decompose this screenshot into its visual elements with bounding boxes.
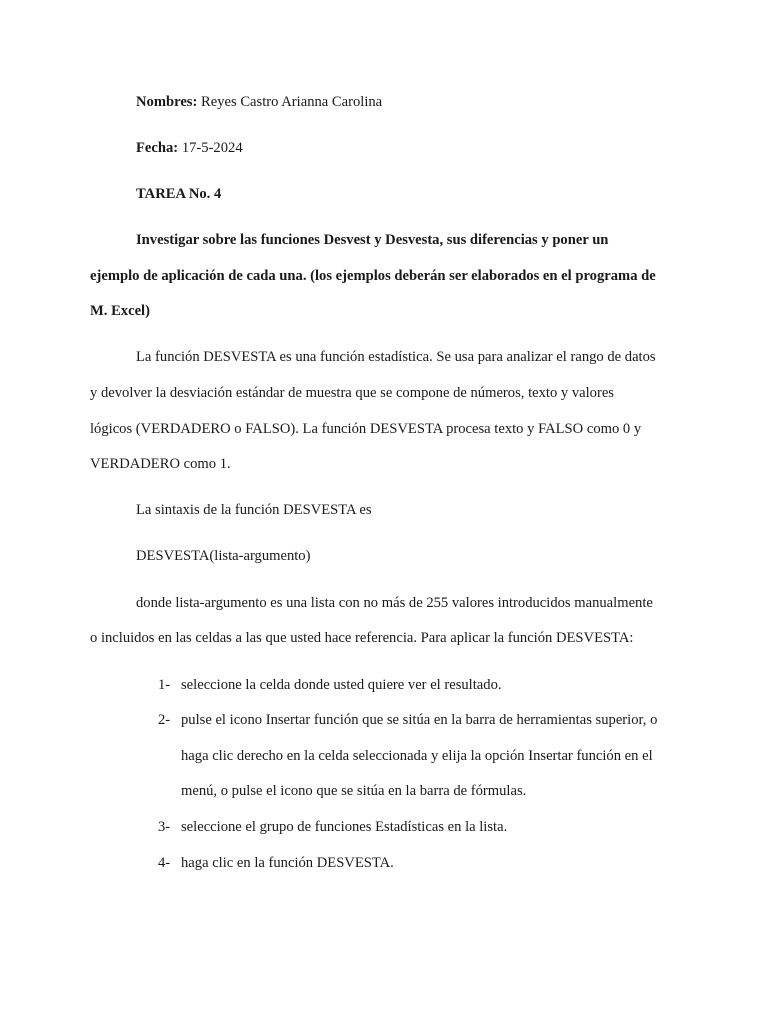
step-text: menú, o pulse el icono que se sitúa en la barra de fórmulas. <box>181 783 527 799</box>
step-number: 2- <box>158 712 171 728</box>
fecha-label: Fecha: <box>136 140 179 156</box>
tarea-title-text: TAREA No. 4 <box>136 186 222 202</box>
fecha-value: 17-5-2024 <box>181 140 243 156</box>
tarea-title <box>136 185 221 203</box>
prompt-text-2: ejemplo de aplicación de cada una. (los ejemplos deberán ser elaborados en el programa de <box>90 268 656 284</box>
step-text: seleccione la celda donde usted quiere ver el resultado. <box>181 677 502 693</box>
paragraph2-line-2: o incluidos en las celdas a las que usted hace referencia. Para aplicar la función DESVESTA: <box>90 630 634 646</box>
step-text: haga clic en la función DESVESTA. <box>181 855 394 871</box>
paragraph1-line-4: VERDADERO como 1. <box>90 456 231 472</box>
nombres-value: Reyes Castro Arianna Carolina <box>201 94 383 110</box>
step-text: seleccione el grupo de funciones Estadísticas en la lista. <box>181 819 508 835</box>
paragraph2-line-1: donde lista-argumento es una lista con no más de 255 valores introducidos manualmente <box>136 595 653 611</box>
syntax-intro: La sintaxis de la función DESVESTA es <box>136 502 372 518</box>
prompt-text-3: M. Excel) <box>90 303 150 319</box>
fecha-line <box>136 139 243 157</box>
nombres-label: Nombres: <box>136 94 198 110</box>
nombres-line <box>136 93 382 111</box>
paragraph1-line-1: La función DESVESTA es una función estadística. Se usa para analizar el rango de datos <box>136 349 656 365</box>
step-text: pulse el icono Insertar función que se sitúa en la barra de herramientas superior, o <box>181 712 658 728</box>
prompt-line-2 <box>90 267 656 285</box>
step-number: 3- <box>158 819 171 835</box>
step-number: 1- <box>158 677 171 693</box>
prompt-line-3 <box>90 302 150 320</box>
paragraph1-line-2: y devolver la desviación estándar de muestra que se compone de números, texto y valores <box>90 385 614 401</box>
paragraph1-line-3: lógicos (VERDADERO o FALSO). La función DESVESTA procesa texto y FALSO como 0 y <box>90 421 642 437</box>
prompt-text-1: Investigar sobre las funciones Desvest y Desvesta, sus diferencias y poner un <box>136 232 609 248</box>
syntax-formula: DESVESTA(lista-argumento) <box>136 548 311 564</box>
step-text: haga clic derecho en la celda seleccionada y elija la opción Insertar función en el <box>181 748 653 764</box>
prompt-line-1 <box>136 231 608 249</box>
step-number: 4- <box>158 855 171 871</box>
